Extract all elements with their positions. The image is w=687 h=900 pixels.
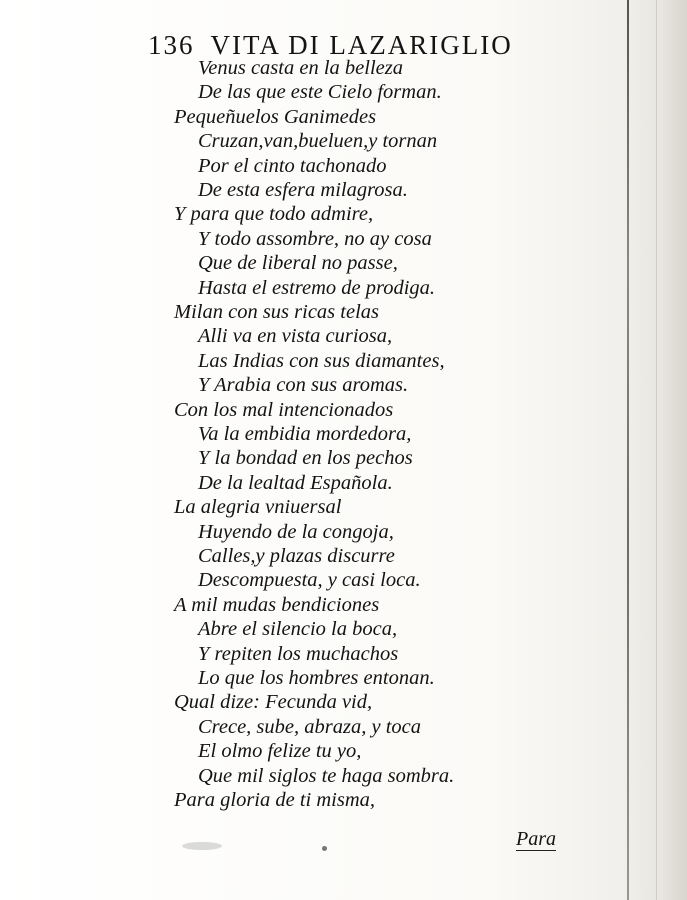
verse-line: Alli va en vista curiosa, (198, 325, 393, 348)
verse-line: Y para que todo admire, (174, 203, 374, 226)
verse-line: Pequeñuelos Ganimedes (174, 105, 377, 128)
verse-line: Por el cinto tachonado (198, 154, 387, 177)
ink-smudge (322, 846, 327, 851)
verse-line: Qual dize: Fecunda vid, (174, 691, 373, 714)
verse-line: De las que este Cielo forman. (198, 81, 442, 104)
verse-line: Milan con sus ricas telas (174, 301, 379, 323)
verse-line: Huyendo de la congoja, (198, 520, 394, 543)
verse-line: Descompuesta, y casi loca. (198, 569, 421, 592)
verse-line: Para gloria de ti misma, (174, 789, 376, 811)
ink-smudge (182, 842, 222, 850)
verse-line: Que mil siglos te haga sombra. (198, 764, 455, 787)
verse-line: Y repiten los muchachos (198, 642, 399, 665)
verse-line: De esta esfera milagrosa. (198, 179, 408, 201)
verse-line: A mil mudas bendiciones (174, 593, 380, 616)
verse-line: El olmo felize tu yo, (198, 740, 362, 763)
verse-line: Con los mal intencionados (174, 398, 394, 421)
verse-line: Que de liberal no passe, (198, 252, 398, 275)
catchword: Para (516, 828, 556, 850)
verse-line: Venus casta en la belleza (198, 57, 403, 79)
verse-line: Hasta el estremo de prodiga. (198, 276, 436, 299)
verse-line: Y la bondad en los pechos (198, 447, 413, 470)
verse-line: Y Arabia con sus aromas. (198, 374, 409, 397)
running-head-title: VITA DI LAZARIGLIO (210, 30, 513, 60)
verse-line: Calles,y plazas discurre (198, 545, 395, 567)
verse-line: Las Indias con sus diamantes, (198, 349, 445, 372)
verse-line: Va la embidia mordedora, (198, 423, 412, 445)
page-edge-line (627, 0, 629, 900)
verse-line: Cruzan,van,bueluen,y tornan (198, 130, 438, 153)
verse-line: Lo que los hombres entonan. (198, 667, 435, 689)
verse-line: Abre el silencio la boca, (198, 618, 398, 641)
page-number: 136 (148, 30, 195, 60)
verse-line: La alegria vniuersal (174, 496, 342, 519)
verse-line: Y todo assombre, no ay cosa (198, 227, 432, 250)
verse-line: Crece, sube, abraza, y toca (198, 715, 421, 738)
verse-line: De la lealtad Española. (198, 471, 393, 494)
page-edge-line-faint (656, 0, 657, 900)
